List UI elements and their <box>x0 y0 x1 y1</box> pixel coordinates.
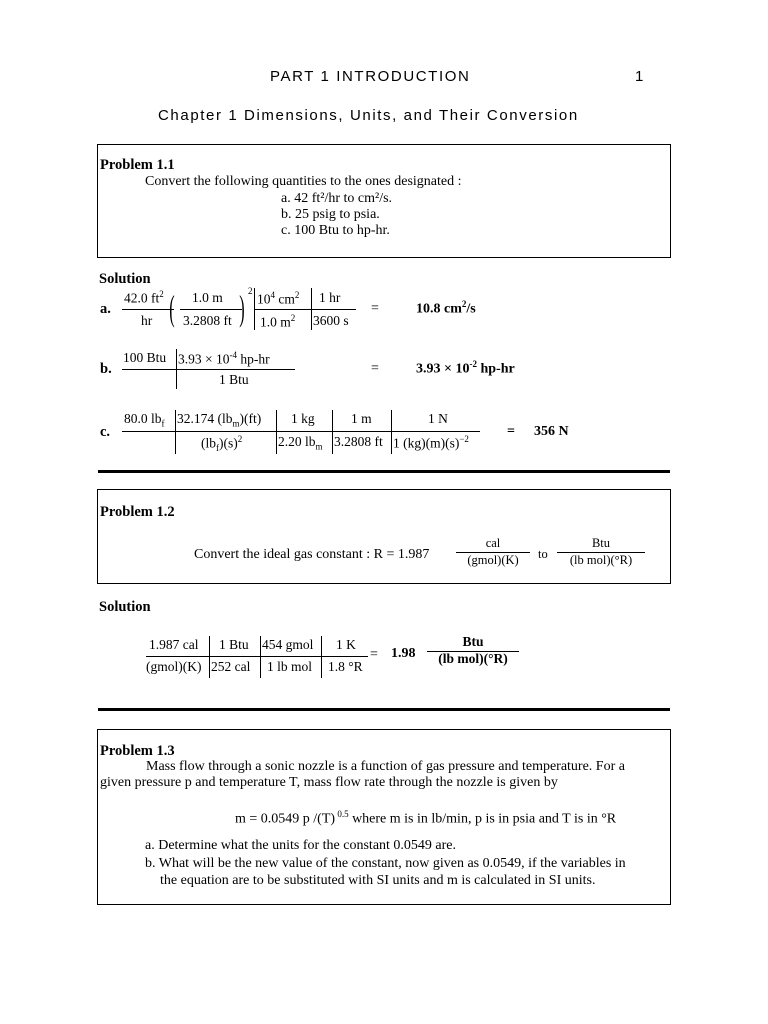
c-f5-den: 1 $(kg)(m)(s)^{-2}$ <box>393 434 469 451</box>
page-number: 1 <box>635 68 645 85</box>
problem-1-3-box <box>97 729 671 905</box>
c-f4-num: 1 m <box>351 411 372 426</box>
solution-1-2-heading: Solution <box>99 599 151 615</box>
s2-f1-den: (gmol)(K) <box>146 659 202 674</box>
chapter-heading: Chapter 1 Dimensions, Units, and Their Conversion <box>158 107 579 124</box>
s2-f4-num: 1 K <box>336 637 356 652</box>
problem-1-2-box <box>97 489 671 584</box>
b-f2-den: 1 Btu <box>219 372 249 387</box>
problem-1-1-intro: Convert the following quantities to the ones designated : <box>145 174 462 189</box>
r-to-num: Btu <box>591 536 611 550</box>
problem-1-3-item-b1: b. What will be the new value of the constant, now given as 0.0549, if the variables in <box>145 856 626 871</box>
solution-b-label: b. <box>100 361 112 377</box>
s2-result-den: (lb mol)(°R) <box>438 651 508 666</box>
r-to-den: (lb mol)(°R) <box>569 553 633 567</box>
solution-1-1-heading: Solution <box>99 271 151 287</box>
problem-1-1-item-c: c. 100 Btu to hp-hr. <box>281 223 390 238</box>
section-divider <box>98 470 670 473</box>
r-from-num: cal <box>485 536 501 550</box>
a-f4-num: 1 hr <box>319 290 341 305</box>
a-f3-num: $10^4$ $cm^2$ <box>257 290 300 307</box>
b-f1-num: 100 Btu <box>123 350 167 365</box>
s2-f4-den: 1.8 °R <box>328 659 363 674</box>
s2-f2-den: 252 cal <box>211 659 251 674</box>
problem-1-1-item-a: a. 42 ft²/hr to cm²/s. <box>281 191 393 206</box>
problem-1-1-title: Problem 1.1 <box>100 157 175 173</box>
c-f5-num: 1 N <box>428 411 448 426</box>
c-f1-num: 80.0 $lb_f$ <box>124 411 165 429</box>
a-result: 10.8 $cm^2/s$ <box>416 299 476 317</box>
section-divider-2 <box>98 708 670 711</box>
a-f1-den: hr <box>141 313 153 328</box>
a-f3-den: 1.0 $m^2$ <box>260 313 296 330</box>
problem-1-1-item-b: b. 25 psig to psia. <box>281 207 380 222</box>
problem-1-2-to: to <box>538 547 548 561</box>
b-equals: = <box>371 361 379 376</box>
problem-1-3-item-a: a. Determine what the units for the constant 0.0549 are. <box>145 838 457 853</box>
c-f2-den: $(lb_f)(s)^2$ <box>201 434 243 454</box>
problem-1-3-line1: Mass flow through a sonic nozzle is a function of gas pressure and temperature. For a <box>146 759 625 774</box>
s2-equals: = <box>370 647 378 662</box>
c-f3-den: 2.20 $lb_m$ <box>278 434 323 452</box>
problem-1-2-text: Convert the ideal gas constant : R = 1.987 <box>194 547 430 562</box>
a-equals: = <box>371 301 379 316</box>
a-f2-den: 3.2808 ft <box>183 313 232 328</box>
problem-1-3-title: Problem 1.3 <box>100 743 175 759</box>
problem-1-3-line2: given pressure p and temperature T, mass flow rate through the nozzle is given by <box>100 775 558 790</box>
s2-result-value: 1.98 <box>391 646 416 661</box>
a-f4-den: 3600 s <box>313 313 349 328</box>
s2-result-num: Btu <box>462 634 484 649</box>
b-result: $3.93 \times 10^{-2}$ hp-hr <box>416 359 515 377</box>
c-f3-num: 1 kg <box>291 411 315 426</box>
c-f2-num: 32.174 $(lb_m)(ft)$ <box>177 411 262 429</box>
solution-c-label: c. <box>100 424 111 440</box>
part-heading: PART 1 INTRODUCTION <box>270 68 471 85</box>
s2-f1-num: 1.987 cal <box>149 637 199 652</box>
s2-f3-den: 1 lb mol <box>267 659 313 674</box>
c-result: 356 N <box>534 424 569 439</box>
problem-1-2-title: Problem 1.2 <box>100 504 175 520</box>
c-f4-den: 3.2808 ft <box>334 434 383 449</box>
a-f2-num: 1.0 m <box>192 290 223 305</box>
s2-f3-num: 454 gmol <box>262 637 314 652</box>
s2-f2-num: 1 Btu <box>219 637 249 652</box>
problem-1-1-box <box>97 144 671 258</box>
b-f2-num: $3.93 \times 10^{-4}$ hp-hr <box>178 350 270 367</box>
a-f1-num: 42.0 $ft^2$ <box>124 289 164 306</box>
problem-1-3-item-b2: the equation are to be substituted with SI units and m is calculated in SI units. <box>160 873 596 888</box>
solution-a-label: a. <box>100 301 111 317</box>
r-from-den: (gmol)(K) <box>467 553 519 567</box>
problem-1-3-equation: m = 0.0549 p /(T) $^{0.5}$ where m is in lb/min, p is in psia and T is in °R <box>235 809 617 827</box>
c-equals: = <box>507 424 515 439</box>
